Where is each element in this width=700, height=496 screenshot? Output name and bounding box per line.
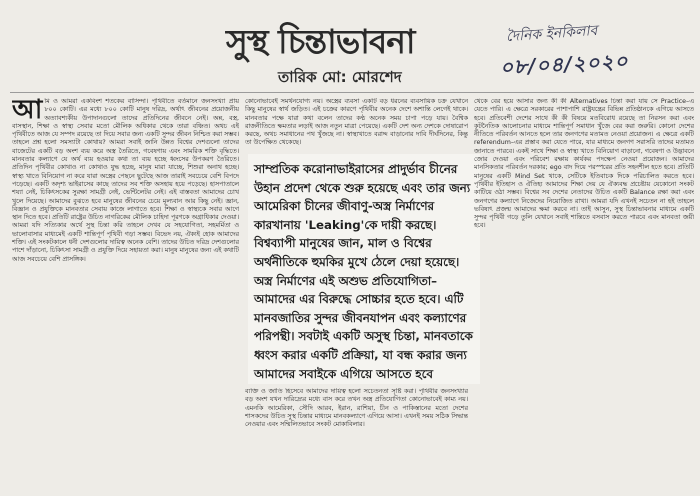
column-left-text: মি ও আমরা একবিংশ শতকের বাসিন্দা। পৃথিবীতে বর্তমানে জনসংখ্যা প্রায় ৮০০ কোটি। এর মধ্যে ৮০০ কোটি মানুষ দরিদ্র, অর্থাৎ জীবনের প্রয়োজনীয় অত্যাবশ্যকীয় উপাদানগুলো তাদের প্রতিদিনের জীবনে নেই। অন্ন, বস্ত্র, বাসস্থান, শিক্ষা ও স্বাস্থ্য সেবার মতো মৌলিক অধিকার থেকে তারা বঞ্চিত। অথচ এই পৃথিবীতে আজ যে সম্পদ রয়েছে তা দিয়ে সবার জন্য একটি সুন্দর জীবন নিশ্চিত করা সম্ভব। তাহলে প্রশ্ন হলো সমস্যাটা কোথায়? আমরা সবাই জানি উন্নত বিশ্বের দেশগুলো তাদের বাজেটের একটি বড় অংশ ব্যয় করে অস্ত্র তৈরিতে, গবেষণায় এবং সামরিক শক্তি বৃদ্ধিতে। মানবতার কল্যাণে যে অর্থ ব্যয় হওয়ার কথা তা ব্যয় হচ্ছে ধ্বংসের উপকরণ তৈরিতে। প্রতিদিন পৃথিবীর কোথাও না কোথাও যুদ্ধ হচ্ছে, মানুষ মারা যাচ্ছে, শিশুরা অনাথ হচ্ছে। স্বাস্থ্য খাতে বিনিয়োগ না করে যারা অস্ত্রের পেছনে ছুটেছে আজ তারাই সবচেয়ে বেশি বিপদে পড়েছে। একটি অদৃশ্য ভাইরাসের কাছে তাদের সব শক্তি অসহায় হয়ে পড়েছে। হাসপাতালে শয্যা নেই, চিকিৎসকের সুরক্ষা সামগ্রী নেই, ভেন্টিলেটর নেই। এই বাস্তবতা আমাদের চোখ খুলে দিয়েছে। আমাদের বুঝতে হবে মানুষের জীবনের চেয়ে মূল্যবান আর কিছু নেই। জ্ঞান, বিজ্ঞান ও প্রযুক্তিকে মানবতার সেবায় কাজে লাগাতে হবে। শিক্ষা ও স্বাস্থ্যকে সবার আগে স্থান দিতে হবে। প্রতিটি রাষ্ট্রের উচিত নাগরিকের মৌলিক চাহিদা পূরণকে অগ্রাধিকার দেওয়া। আমরা যদি সত্যিকার অর্থে সুস্থ চিন্তা করি তাহলে দেখব যে সহযোগিতা, সহমর্মিতা ও ভালোবাসার মাধ্যমেই একটি শান্তিপূর্ণ পৃথিবী গড়া সম্ভব। বিভেদ নয়, ঐক্যই হোক আমাদের শক্তি। এই সংকটকালে ধনী দেশগুলোর দায়িত্ব অনেক বেশি। তাদের উচিত দরিদ্র দেশগুলোর পাশে দাঁড়ানো, চিকিৎসা সামগ্রী ও প্রযুক্তি দিয়ে সহায়তা করা। মানুষ মানুষের জন্য এই কথাটি আজ সবচেয়ে বেশি প্রাসঙ্গিক।	[12, 98, 239, 263]
drop-cap: আ	[12, 98, 43, 125]
body-column-right	[474, 98, 694, 494]
column-middle-text: কোনোভাবেই সমর্থনযোগ্য নয়। অস্ত্রের ব্যবসা একটি বড় ধরনের ব্যবসায়িক চক্র যেখানে কিছু মানুষের স্বার্থ জড়িত। এই চক্রের কারণে পৃথিবীর অনেক দেশে অশান্তি লেগেই থাকে। মানবতার পক্ষে যারা কথা বলেন তাদের কণ্ঠ অনেক সময় চাপা পড়ে যায়। বৈশ্বিক রাজনীতিতে ক্ষমতার লড়াই আজ নতুন মাত্রা পেয়েছে। একটি দেশ অন্য দেশকে দোষারোপ করছে, অথচ সমাধানের পথ খুঁজছে না। স্বাস্থ্যখাতে বরাদ্দ বাড়ানোর দাবি দীর্ঘদিনের, কিন্তু তা উপেক্ষিত থেকেছে।	[245, 98, 468, 147]
body-column-left	[12, 98, 239, 494]
column-right-text: থেকে বের হয়ে আসার জন্য কী কী Alternatives চিন্তা করা যায় সে Practice–এ যেতে পারি। এ ক্ষেত্রে সরকারের পাশাপাশি রাষ্ট্রযন্ত্রের বিভিন্ন প্রতিষ্ঠানকে এগিয়ে আসতে হবে। প্রতিবেশী দেশের সাথে কী কী বিষয়ে মতবিরোধ রয়েছে তা নিরসন করা এবং কূটনৈতিক আলোচনার মাধ্যমে শান্তিপূর্ণ সমাধান খুঁজে বের করা জরুরি। কোনো দেশের নীতিতে পরিবর্তন আনতে হলে তার জনগণের মতামত নেওয়া প্রয়োজন। এ ক্ষেত্রে একটি referendum–এর প্রস্তাব করা যেতে পারে, যার মাধ্যমে জনগণ সরাসরি তাদের মতামত জানাতে পারবে। একই সাথে শিক্ষা ও স্বাস্থ্য খাতে বিনিয়োগ বাড়ানো, গবেষণা ও উদ্ভাবনে জোর দেওয়া এবং পরিবেশ রক্ষায় কার্যকর পদক্ষেপ নেওয়া প্রয়োজন। আমাদের মানসিকতার পরিবর্তন দরকার; ego বাদ দিয়ে পরস্পরের প্রতি সহনশীল হতে হবে। প্রতিটি মানুষের একটি Mind Set থাকে, সেটিকে ইতিবাচক দিকে পরিচালিত করতে হবে। পৃথিবীর ইতিহাস ও ঐতিহ্য আমাদের শিক্ষা দেয় যে ঐক্যবদ্ধ প্রচেষ্টায় যেকোনো সংকট কাটিয়ে ওঠা সম্ভব। বিশ্বের সব দেশের নেতাদের উচিত একটি Balance রক্ষা করা এবং জনগণের কল্যাণে নিজেদের নিয়োজিত রাখা। আমরা যদি এখনই সচেতন না হই তাহলে ভবিষ্যৎ প্রজন্ম আমাদের ক্ষমা করবে না। তাই আসুন, সুস্থ চিন্তাভাবনার মাধ্যমে একটি সুন্দর পৃথিবী গড়ে তুলি যেখানে সবাই শান্তিতে বসবাস করতে পারবে এবং মানবতা জয়ী হবে।	[474, 98, 694, 230]
handwritten-date: ০৮/০৪/২০২০	[499, 48, 630, 80]
pull-quote-text: সাম্প্রতিক করোনাভাইরাসের প্রাদুর্ভাব চীনের উহান প্রদেশ থেকে শুরু হয়েছে এবং তার জন্য আমেরিকা চীনের জীবাণু-অস্ত্র নির্মাণের কারখানায় 'Leaking'কে দায়ী করছে। বিশ্বব্যাপী মানুষের জান, মাল ও বিশ্বের অর্থনীতিকে হুমকির মুখে ঠেলে দেয়া হয়েছে। অস্ত্র নির্মাণের এই অশুভ প্রতিযোগিতা– আমাদের এর বিরুদ্ধে সোচ্চার হতে হবে। এটি মানবজাতির সুন্দর জীবনযাপন এবং কল্যাণের পরিপন্থী। সবটাই একটি অসুস্থ চিন্তা, মানবতাকে ধ্বংস করার একটি প্রক্রিয়া, যা বন্ধ করার জন্য আমাদের সবাইকে এগিয়ে আসতে হবে	[254, 162, 473, 381]
article-byline: তারিক মো: মোরশেদ	[278, 68, 402, 86]
pull-quote-box	[248, 154, 480, 384]
article-headline: সুস্থ চিন্তাভাবনা	[226, 22, 415, 61]
column-middle-continued-text: ব্যক্তি ও জাতি হিসেবে আমাদের দায়িত্ব হলো সচেতনতা সৃষ্টি করা। পৃথিবীর জনসংখ্যার বড় অংশ যখন দারিদ্র্যের মধ্যে বাস করে তখন অস্ত্র প্রতিযোগিতা কোনোভাবেই কাম্য নয়। এমনকি আমেরিকা, সৌদি আরব, ইরান, রাশিয়া, চীন ও পাকিস্তানের মতো দেশের শাসকদের উচিত সুস্থ চিন্তার মাধ্যমে মানবকল্যাণে এগিয়ে আসা। এখনই সময় সঠিক সিদ্ধান্ত নেওয়ার এবং সম্মিলিতভাবে সংকট মোকাবিলার।	[245, 388, 468, 429]
header-divider	[10, 92, 694, 93]
body-column-middle-continued	[245, 388, 468, 494]
handwritten-source-note: দৈনিক ইনকিলাব	[505, 22, 598, 46]
